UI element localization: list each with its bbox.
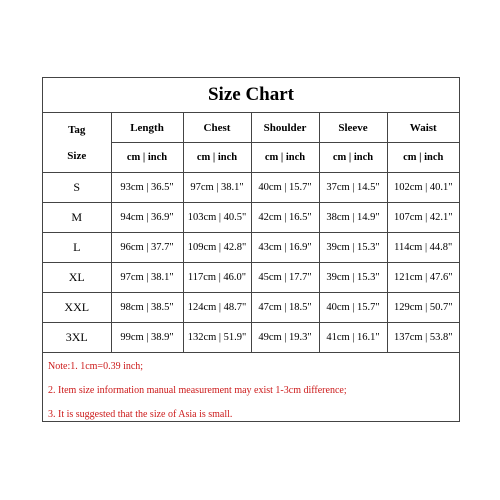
size-tag-cell: XXL bbox=[43, 293, 111, 323]
chart-title: Size Chart bbox=[43, 78, 459, 113]
size-tag-cell: 3XL bbox=[43, 323, 111, 353]
measurement-cell: 47cm | 18.5" bbox=[251, 293, 319, 323]
measurement-cell: 109cm | 42.8" bbox=[183, 233, 251, 263]
measurement-cell: 96cm | 37.7" bbox=[111, 233, 183, 263]
size-tag-cell: M bbox=[43, 203, 111, 233]
size-tag-cell: S bbox=[43, 173, 111, 203]
table-row bbox=[43, 233, 459, 263]
measurement-cell: 39cm | 15.3" bbox=[319, 263, 387, 293]
measurement-cell: 117cm | 46.0" bbox=[183, 263, 251, 293]
measurement-cell: 129cm | 50.7" bbox=[387, 293, 459, 323]
column-header-waist: Waist bbox=[387, 113, 459, 143]
measurement-cell: 41cm | 16.1" bbox=[319, 323, 387, 353]
note-3: 3. It is suggested that the size of Asia is small. bbox=[48, 409, 233, 420]
measurement-cell: 49cm | 19.3" bbox=[251, 323, 319, 353]
measurement-cell: 43cm | 16.9" bbox=[251, 233, 319, 263]
note-1: Note:1. 1cm=0.39 inch; bbox=[48, 361, 144, 372]
table-row bbox=[43, 323, 459, 353]
column-header-sleeve: Sleeve bbox=[319, 113, 387, 143]
measurement-cell: 107cm | 42.1" bbox=[387, 203, 459, 233]
measurement-cell: 97cm | 38.1" bbox=[111, 263, 183, 293]
unit-label: cm | inch bbox=[111, 143, 183, 173]
measurement-cell: 98cm | 38.5" bbox=[111, 293, 183, 323]
size-table bbox=[43, 112, 459, 353]
table-row bbox=[43, 203, 459, 233]
column-header-chest: Chest bbox=[183, 113, 251, 143]
measurement-cell: 40cm | 15.7" bbox=[319, 293, 387, 323]
unit-label: cm | inch bbox=[319, 143, 387, 173]
tag-label: Tag bbox=[68, 123, 86, 136]
measurement-cell: 42cm | 16.5" bbox=[251, 203, 319, 233]
unit-label: cm | inch bbox=[183, 143, 251, 173]
measurement-cell: 99cm | 38.9" bbox=[111, 323, 183, 353]
measurement-cell: 114cm | 44.8" bbox=[387, 233, 459, 263]
table-row bbox=[43, 263, 459, 293]
table-row bbox=[43, 293, 459, 323]
tag-size-header bbox=[43, 113, 111, 173]
measurement-cell: 40cm | 15.7" bbox=[251, 173, 319, 203]
size-chart bbox=[42, 77, 460, 422]
column-header-length: Length bbox=[111, 113, 183, 143]
measurement-cell: 97cm | 38.1" bbox=[183, 173, 251, 203]
measurement-cell: 121cm | 47.6" bbox=[387, 263, 459, 293]
unit-label: cm | inch bbox=[387, 143, 459, 173]
measurement-cell: 137cm | 53.8" bbox=[387, 323, 459, 353]
table-row bbox=[43, 173, 459, 203]
table-header-row bbox=[43, 113, 459, 143]
size-label: Size bbox=[67, 149, 87, 162]
note-2: 2. Item size information manual measurement may exist 1-3cm difference; bbox=[48, 385, 347, 396]
measurement-cell: 94cm | 36.9" bbox=[111, 203, 183, 233]
measurement-cell: 93cm | 36.5" bbox=[111, 173, 183, 203]
measurement-cell: 38cm | 14.9" bbox=[319, 203, 387, 233]
column-header-shoulder: Shoulder bbox=[251, 113, 319, 143]
measurement-cell: 39cm | 15.3" bbox=[319, 233, 387, 263]
unit-label: cm | inch bbox=[251, 143, 319, 173]
measurement-cell: 124cm | 48.7" bbox=[183, 293, 251, 323]
measurement-cell: 103cm | 40.5" bbox=[183, 203, 251, 233]
size-tag-cell: XL bbox=[43, 263, 111, 293]
measurement-cell: 132cm | 51.9" bbox=[183, 323, 251, 353]
measurement-cell: 102cm | 40.1" bbox=[387, 173, 459, 203]
size-tag-cell: L bbox=[43, 233, 111, 263]
measurement-cell: 37cm | 14.5" bbox=[319, 173, 387, 203]
measurement-cell: 45cm | 17.7" bbox=[251, 263, 319, 293]
